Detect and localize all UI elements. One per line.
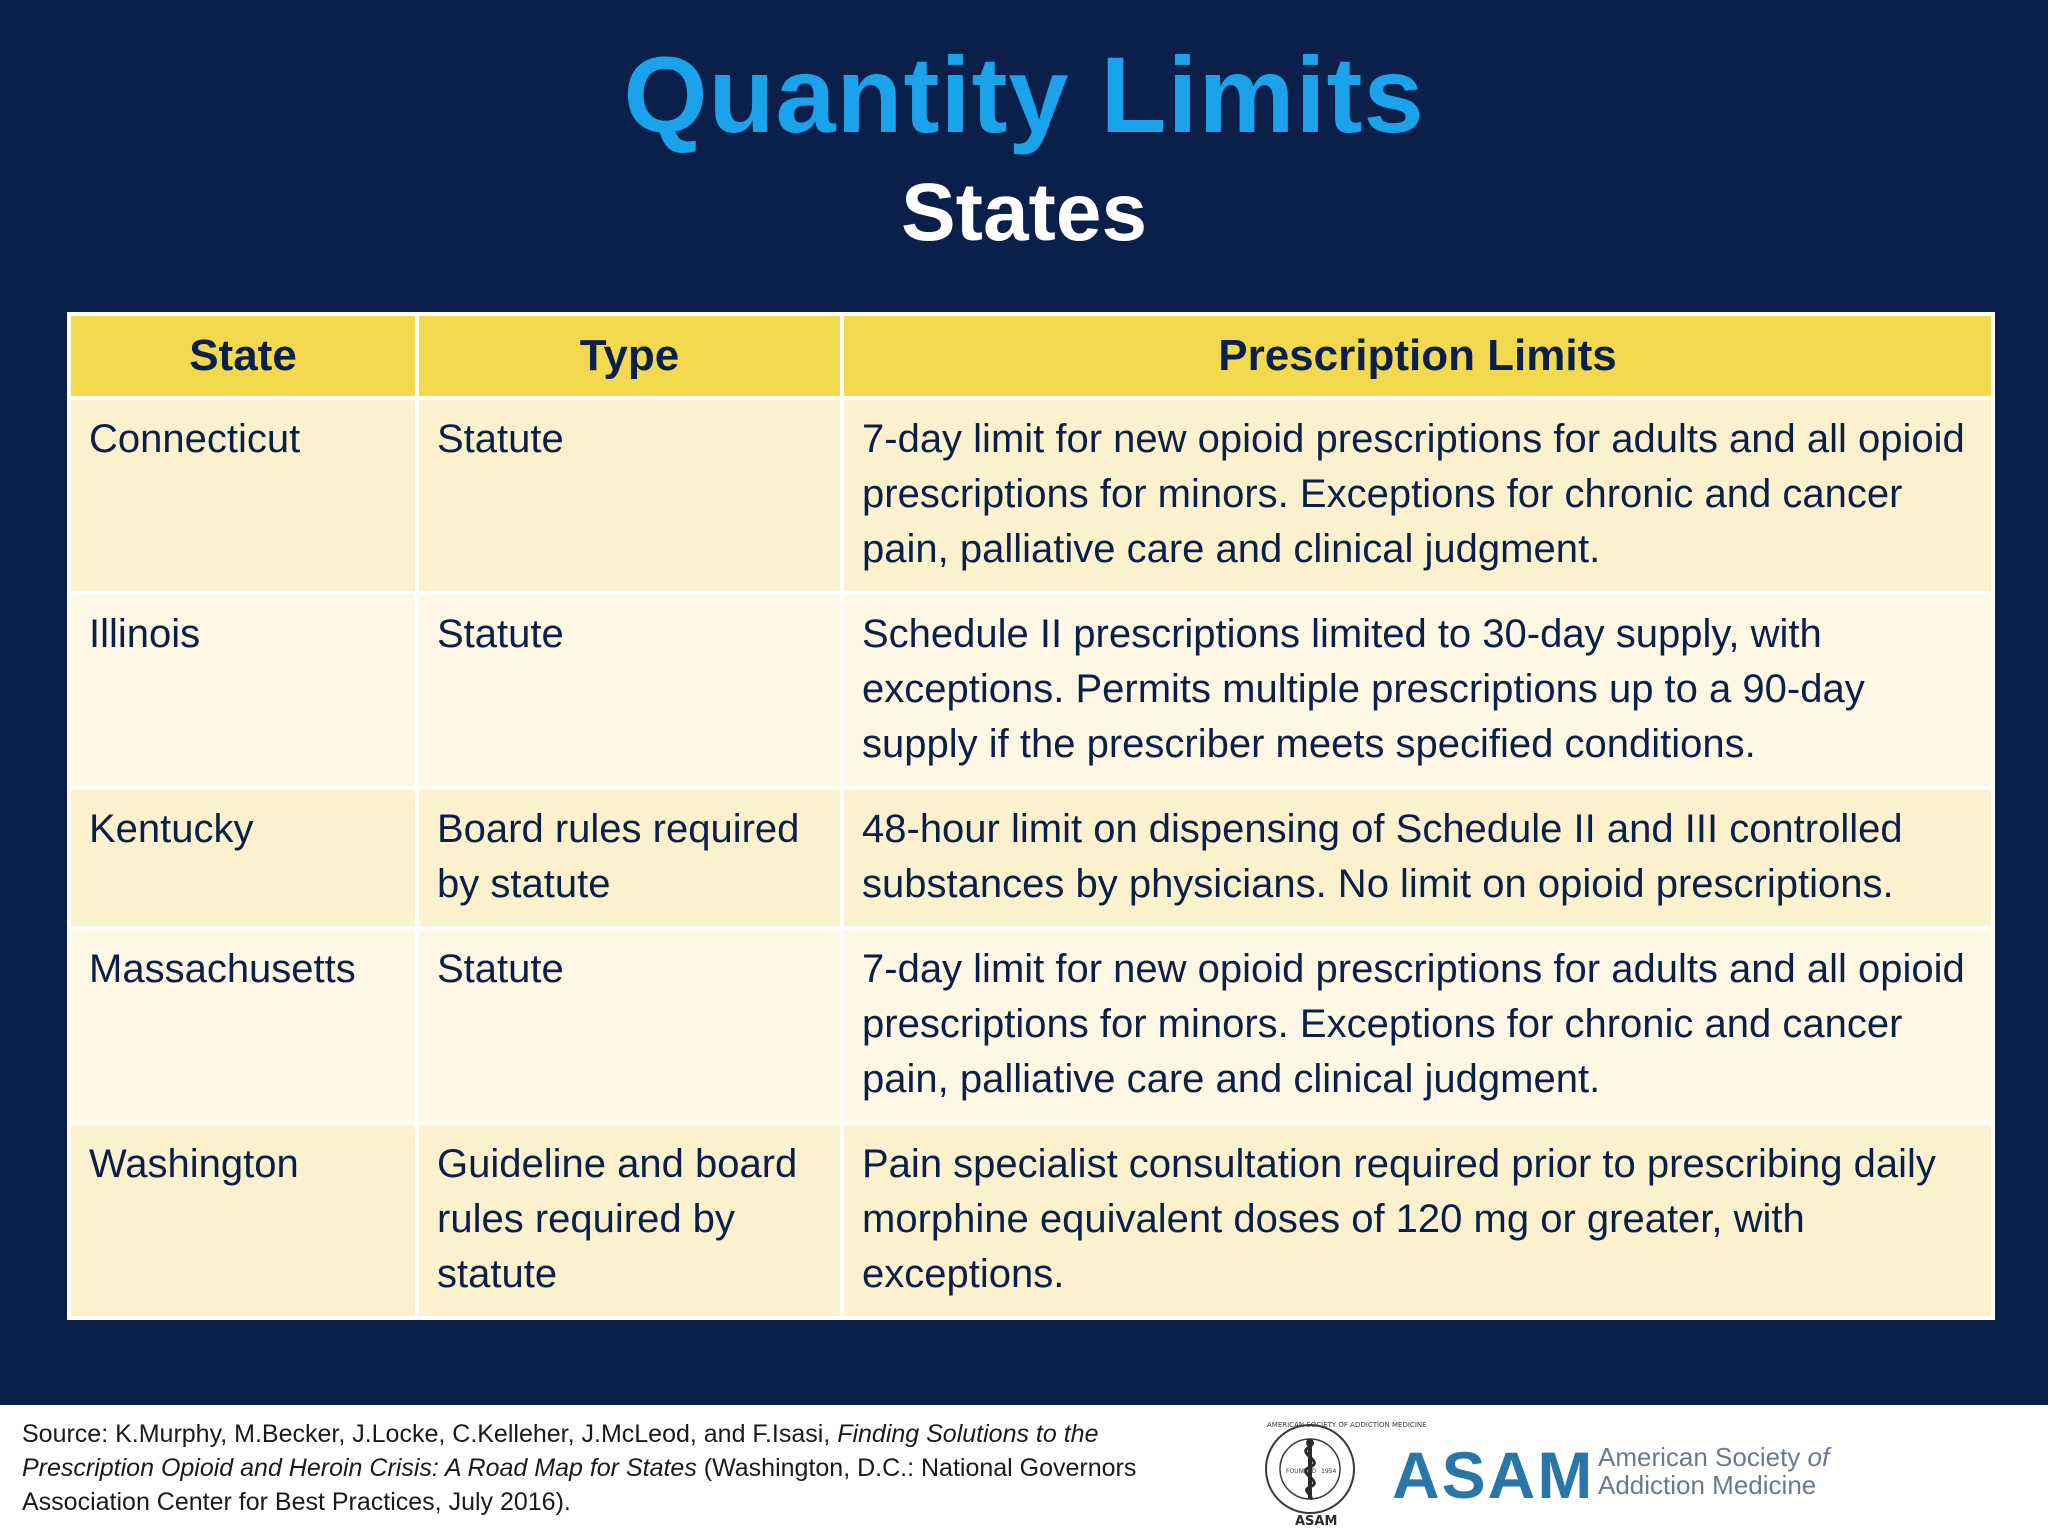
table-row	[69, 928, 1993, 1123]
table-header-row	[69, 314, 1993, 398]
logo-line1-of: of	[1807, 1442, 1830, 1472]
state-cell: Massachusetts	[69, 928, 417, 1123]
seal-acronym-text: ASAM	[1295, 1514, 1338, 1529]
asam-full-name	[1598, 1443, 1829, 1499]
table-row	[69, 593, 1993, 788]
table-row	[69, 1123, 1993, 1318]
type-cell: Statute	[417, 928, 842, 1123]
state-cell: Kentucky	[69, 788, 417, 928]
page-title: Quantity Limits	[623, 34, 1425, 155]
type-cell: Statute	[417, 593, 842, 788]
logo-line1: American Society	[1598, 1442, 1808, 1472]
source-prefix: Source: K.Murphy, M.Becker, J.Locke, C.Kelleher, J.McLeod, and F.Isasi,	[22, 1420, 838, 1448]
table-row	[69, 398, 1993, 593]
seal-year-text: 1954	[1321, 1468, 1337, 1475]
state-cell: Washington	[69, 1123, 417, 1318]
source-citation	[22, 1417, 1202, 1519]
type-cell: Board rules required by statute	[417, 788, 842, 928]
state-cell: Illinois	[69, 593, 417, 788]
page-subtitle: States	[900, 167, 1148, 258]
asam-seal-logo	[1255, 1413, 1427, 1531]
limits-cell: Schedule II prescriptions limited to 30-day supply, with exceptions. Permits multiple prescriptions up to a 90-day supply if the prescriber meets specified conditions.	[842, 593, 1993, 788]
column-header-type: Type	[417, 314, 842, 398]
column-header-state: State	[69, 314, 417, 398]
source-title: Finding Solutions to the Prescription Opioid and Heroin Crisis: A Road Map for States	[22, 1420, 1099, 1482]
footer	[0, 1405, 2048, 1536]
limits-cell: Pain specialist consultation required prior to prescribing daily morphine equivalent doses of 120 mg or greater, with exceptions.	[842, 1123, 1993, 1318]
quantity-limits-table	[67, 312, 1995, 1320]
seal-founded-text: FOUNDED	[1286, 1468, 1317, 1475]
seal-ring-text: AMERICAN SOCIETY OF ADDICTION MEDICINE	[1267, 1421, 1427, 1429]
limits-cell: 48-hour limit on dispensing of Schedule II and III controlled substances by physicians. No limit on opioid prescriptions.	[842, 788, 1993, 928]
type-cell: Statute	[417, 398, 842, 593]
asam-wordmark: ASAM	[1392, 1438, 1595, 1512]
limits-cell: 7-day limit for new opioid prescriptions for adults and all opioid prescriptions for minors. Exceptions for chronic and cancer pain, palliative care and clinical judgment.	[842, 928, 1993, 1123]
limits-cell: 7-day limit for new opioid prescriptions for adults and all opioid prescriptions for minors. Exceptions for chronic and cancer pain, palliative care and clinical judgment.	[842, 398, 1993, 593]
state-cell: Connecticut	[69, 398, 417, 593]
table-row	[69, 788, 1993, 928]
logo-line2: Addiction Medicine	[1598, 1470, 1817, 1500]
type-cell: Guideline and board rules required by statute	[417, 1123, 842, 1318]
source-suffix: (Washington, D.C.: National Governors Association Center for Best Practices, July 2016).	[22, 1454, 1137, 1516]
column-header-prescription-limits: Prescription Limits	[842, 314, 1993, 398]
